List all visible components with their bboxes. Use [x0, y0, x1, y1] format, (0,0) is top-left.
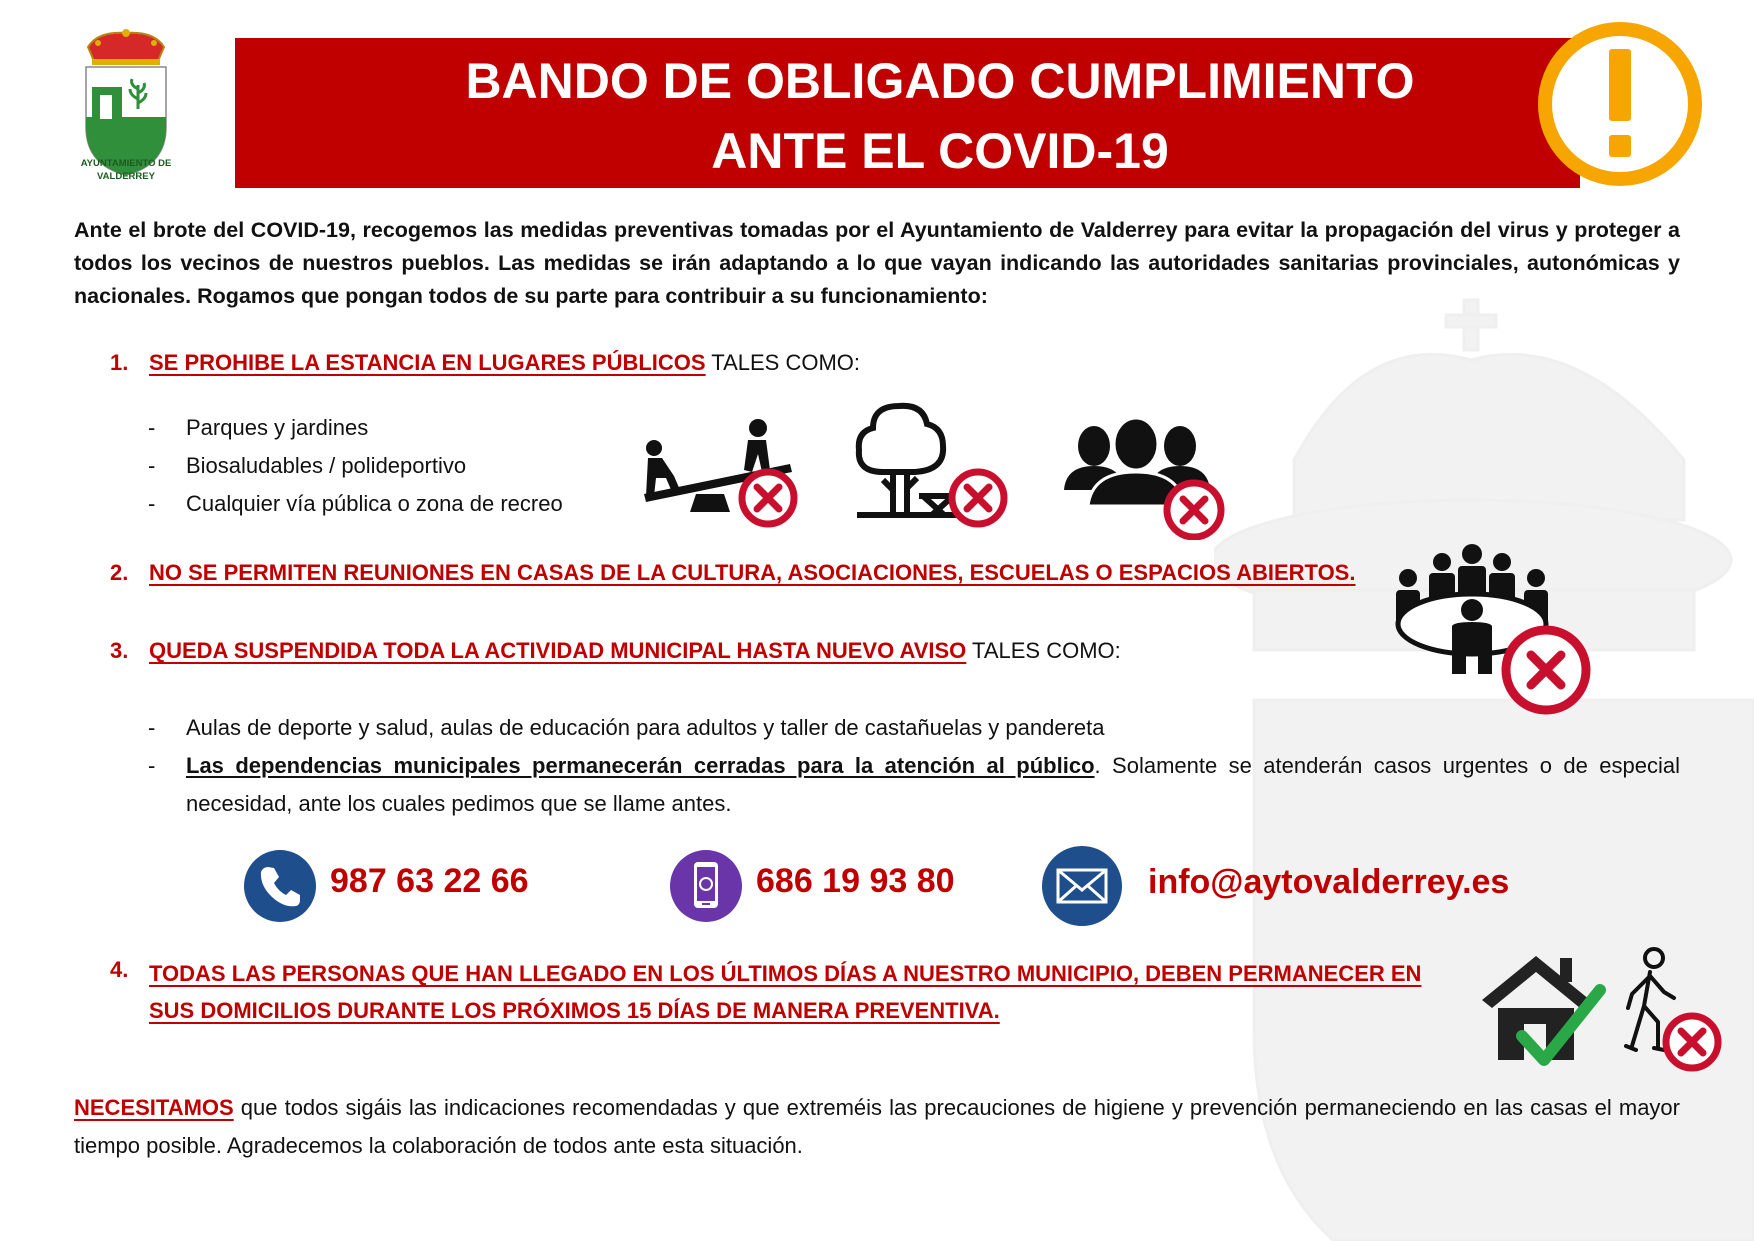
meeting-table-forbidden-icon	[1394, 542, 1594, 718]
contact-phone[interactable]	[244, 850, 584, 926]
banner-title-line2: ANTE EL COVID-19	[711, 123, 1169, 179]
envelope-icon	[1042, 846, 1122, 926]
list-item: - Aulas de deporte y salud, aulas de educación para adultos y taller de castañuelas y pandereta	[148, 709, 1680, 747]
measure-heading	[149, 955, 1421, 1029]
measure-line1: TODAS LAS PERSONAS QUE HAN LLEGADO EN LOS ÚLTIMOS DÍAS A NUESTRO MUNICIPIO, DEBEN PERMANECER EN	[149, 961, 1422, 986]
email-text: info@aytovalderrey.es	[1148, 863, 1510, 901]
closing-rest: que todos sigáis las indicaciones recomendadas y que extreméis las precauciones de higiene y prevención permaneciendo en las casas el mayor tiempo posible. Agradecemos la colaboración de todos ante esta situación.	[74, 1095, 1680, 1158]
measure-number: 3.	[110, 638, 129, 663]
banner-title	[235, 46, 1645, 186]
list-item: - Biosaludables / polideportivo	[148, 447, 668, 485]
closing-paragraph	[74, 1089, 1680, 1165]
measure-rest: .	[1349, 560, 1356, 585]
measure-rest: TALES COMO:	[966, 638, 1121, 663]
seesaw-playground-forbidden-icon	[640, 412, 800, 532]
list-item-rest: . Solamente se atenderán casos urgentes o de especial necesidad, ante los cuales pedimos que se llame antes.	[186, 753, 1680, 816]
measure-2	[110, 558, 1370, 590]
measure-highlight: NO SE PERMITEN REUNIONES EN CASAS DE LA CULTURA, ASOCIACIONES, ESCUELAS O ESPACIOS ABIERTOS	[149, 560, 1350, 585]
measure-rest: TALES COMO:	[705, 350, 861, 375]
intro-paragraph: Ante el brote del COVID-19, recogemos las medidas preventivas tomadas por el Ayuntamiento de Valderrey para evitar la propagación del virus y proteger a todos los vecinos de nuestros pueblos. Las medidas se irán adaptando a lo que vayan indicando las autoridades sanitarias provinciales, autonómicas y nacionales. Rogamos que pongan todos de su parte para contribuir a su funcionamiento:	[74, 218, 1680, 308]
measure-4	[110, 955, 1450, 1027]
measure-number: 1.	[110, 350, 129, 375]
phone-icon	[244, 850, 316, 922]
mobile-phone-icon	[670, 850, 742, 922]
contact-email[interactable]	[1042, 846, 1542, 922]
measure-heading	[149, 348, 860, 378]
contact-mobile[interactable]	[670, 850, 1000, 926]
list-item-bold: Las dependencias municipales permanecerán cerradas para la atención al público	[186, 753, 1095, 778]
logo-caption-line1: AYUNTAMIENTO DE	[80, 158, 172, 169]
closing-highlight: NECESITAMOS	[74, 1095, 234, 1120]
phone-number-text: 987 63 22 66	[330, 862, 529, 900]
list-item: - Parques y jardines	[148, 409, 668, 447]
measure-number: 4.	[110, 957, 129, 982]
measure-heading	[149, 558, 1355, 588]
exclamation-warning-icon	[1535, 19, 1705, 189]
measure-number: 2.	[110, 560, 129, 585]
measure-heading	[149, 636, 1121, 666]
measure-3-bullets	[148, 709, 1680, 823]
measure-1-bullets	[148, 409, 668, 523]
measure-1	[110, 348, 1110, 380]
logo-caption-line2: VALDERREY	[97, 171, 155, 182]
walking-person-forbidden-icon	[1614, 946, 1724, 1076]
list-item: - Cualquier vía pública o zona de recreo	[148, 485, 668, 523]
list-item	[148, 747, 1680, 823]
measure-highlight: QUEDA SUSPENDIDA TODA LA ACTIVIDAD MUNICIPAL HASTA NUEVO AVISO	[149, 638, 967, 663]
group-of-people-forbidden-icon	[1064, 418, 1234, 540]
measure-highlight: SE PROHIBE LA ESTANCIA EN LUGARES PÚBLICOS	[149, 350, 706, 375]
logo-caption	[74, 157, 178, 183]
park-tree-bench-forbidden-icon	[853, 400, 1013, 528]
measure-3	[110, 636, 1210, 668]
measure-line2: SUS DOMICILIOS DURANTE LOS PRÓXIMOS 15 DÍAS DE MANERA PREVENTIVA.	[149, 998, 1000, 1023]
stay-home-check-icon	[1476, 950, 1608, 1076]
banner-title-line1: BANDO DE OBLIGADO CUMPLIMIENTO	[465, 53, 1415, 109]
mobile-number-text: 686 19 93 80	[756, 862, 955, 900]
